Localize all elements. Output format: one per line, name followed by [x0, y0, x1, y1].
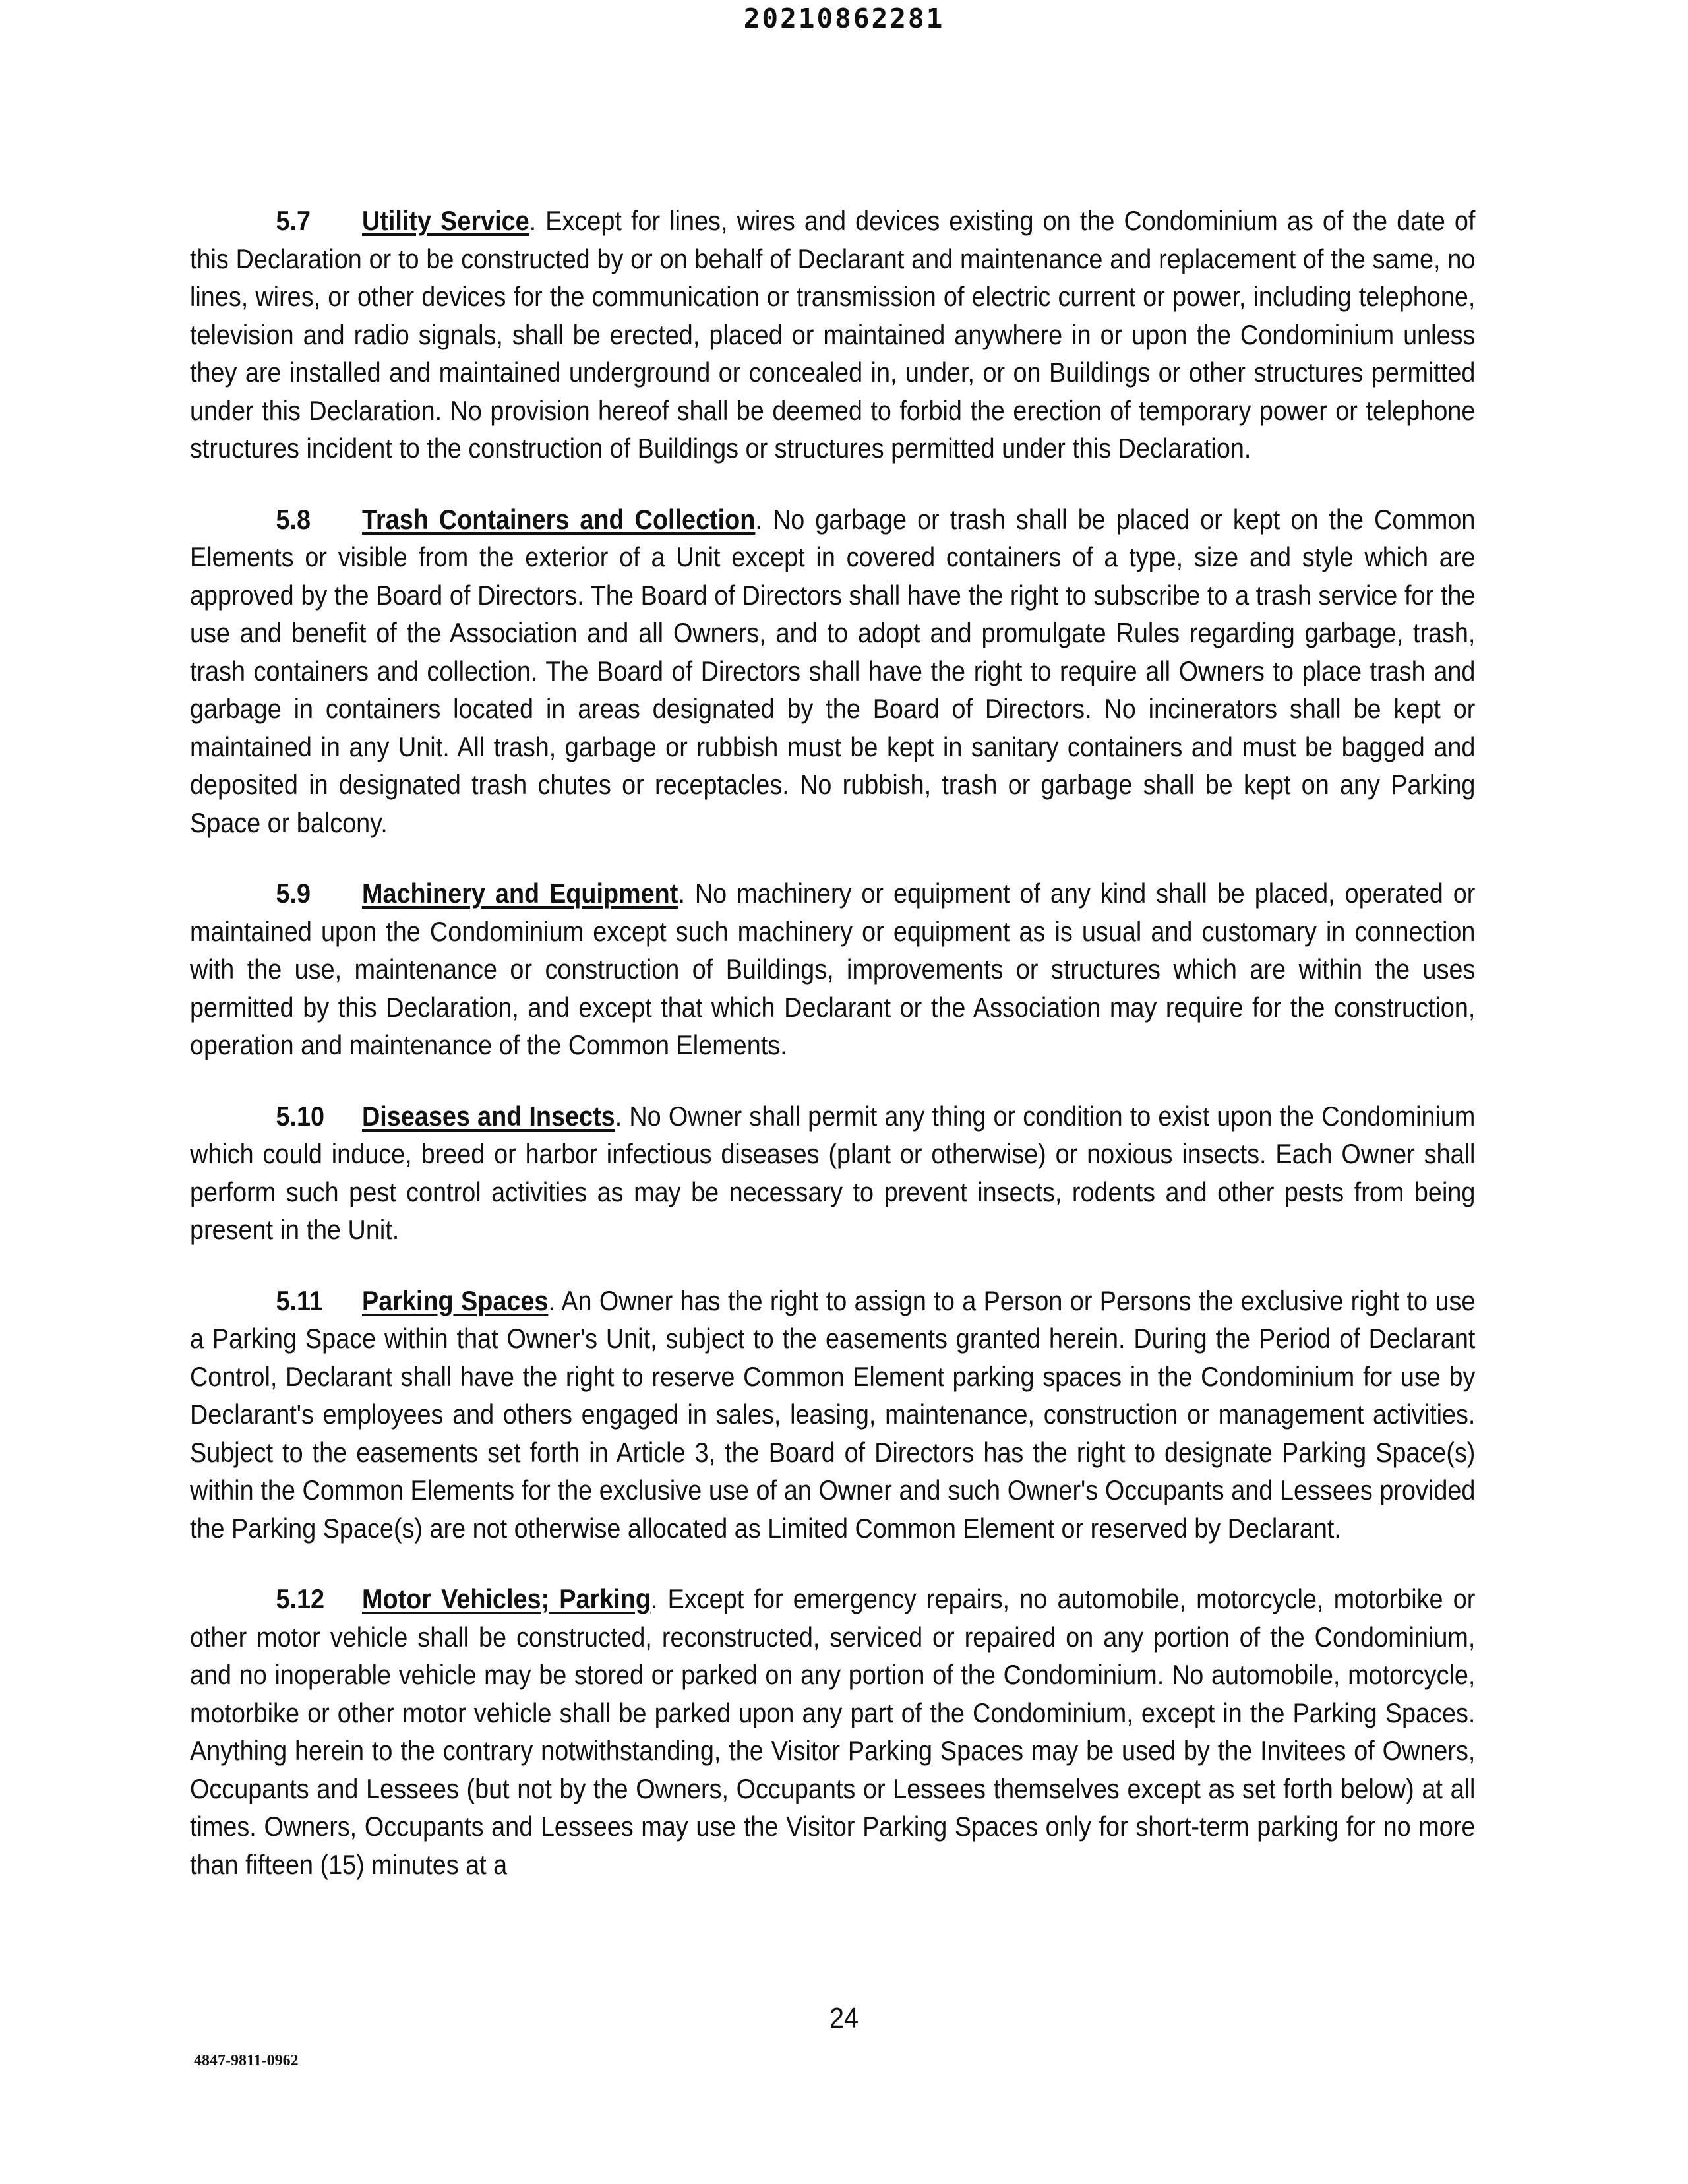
section-number: 5.9	[276, 878, 311, 909]
section-text: An Owner has the right to assign to a Person or Persons the exclusive right to use a Parking Space within that Owner's Unit, subject to the easements granted herein. During the Period of Declarant Control, Declarant shall have the right to reserve Common Element parking spaces in the Condominium for use by Declarant's employees and others engaged in sales, leasing, maintenance, construction or management activities. Subject to the easements set forth in Article 3, the Board of Directors has the right to designate Parking Space(s) within the Common Elements for the exclusive use of an Owner and such Owner's Occupants and Lessees provided the Parking Space(s) are not otherwise allocated as Limited Common Element or reserved by Declarant.	[190, 1285, 1476, 1544]
section-number: 5.7	[276, 205, 311, 236]
section-number: 5.11	[276, 1285, 323, 1316]
section-heading: Utility Service	[362, 205, 529, 236]
section-5-7: 5.7 Utility Service. Except for lines, wires and devices existing on the Condominium as of the date of this Declaration or to be constructed by or on behalf of Declarant and maintenance and replacement of the same, no lines, wires, or other devices for the communication or transmission of electric current or power, including telephone, television and radio signals, shall be erected, placed or maintained anywhere in or upon the Condominium unless they are installed and maintained underground or concealed in, under, or on Buildings or other structures permitted under this Declaration. No provision hereof shall be deemed to forbid the erection of temporary power or telephone structures incident to the construction of Buildings or structures permitted under this Declaration.	[190, 202, 1475, 468]
document-body	[190, 202, 1476, 1916]
section-5-10: 5.10 Diseases and Insects. No Owner shall permit any thing or condition to exist upon the Condominium which could induce, breed or harbor infectious diseases (plant or otherwise) or noxious insects. Each Owner shall perform such pest control activities as may be necessary to prevent insects, rodents and other pests from being present in the Unit.	[190, 1097, 1475, 1249]
recording-number: 20210862281	[743, 3, 945, 34]
section-text: No garbage or trash shall be placed or kept on the Common Elements or visible from the exterior of a Unit except in covered containers of a type, size and style which are approved by the Board of Directors. The Board of Directors shall have the right to subscribe to a trash service for the use and benefit of the Association and all Owners, and to adopt and promulgate Rules regarding garbage, trash, trash containers and collection. The Board of Directors shall have the right to require all Owners to place trash and garbage in containers located in areas designated by the Board of Directors. No incinerators shall be kept or maintained in any Unit. All trash, garbage or rubbish must be kept in sanitary containers and must be bagged and deposited in designated trash chutes or receptacles. No rubbish, trash or garbage shall be kept on any Parking Space or balcony.	[190, 503, 1476, 838]
section-5-8: 5.8 Trash Containers and Collection. No garbage or trash shall be placed or kept on the Common Elements or visible from the exterior of a Unit except in covered containers of a type, size and style which are approved by the Board of Directors. The Board of Directors shall have the right to subscribe to a trash service for the use and benefit of the Association and all Owners, and to adopt and promulgate Rules regarding garbage, trash, trash containers and collection. The Board of Directors shall have the right to require all Owners to place trash and garbage in containers located in areas designated by the Board of Directors. No incinerators shall be kept or maintained in any Unit. All trash, garbage or rubbish must be kept in sanitary containers and must be bagged and deposited in designated trash chutes or receptacles. No rubbish, trash or garbage shall be kept on any Parking Space or balcony.	[190, 501, 1475, 842]
section-heading: Parking Spaces	[362, 1285, 549, 1316]
section-5-12: 5.12 Motor Vehicles; Parking. Except for emergency repairs, no automobile, motorcycle, motorbike or other motor vehicle shall be constructed, reconstructed, serviced or repaired on any portion of the Condominium, and no inoperable vehicle may be stored or parked on any portion of the Condominium. No automobile, motorcycle, motorbike or other motor vehicle shall be parked upon any part of the Condominium, except in the Parking Spaces. Anything herein to the contrary notwithstanding, the Visitor Parking Spaces may be used by the Invitees of Owners, Occupants and Lessees (but not by the Owners, Occupants or Lessees themselves except as set forth below) at all times. Owners, Occupants and Lessees may use the Visitor Parking Spaces only for short-term parking for no more than fifteen (15) minutes at a	[190, 1580, 1475, 1883]
section-5-9: 5.9 Machinery and Equipment. No machinery or equipment of any kind shall be placed, operated or maintained upon the Condominium except such machinery or equipment as is usual and customary in connection with the use, maintenance or construction of Buildings, improvements or structures which are within the uses permitted by this Declaration, and except that which Declarant or the Association may require for the construction, operation and maintenance of the Common Elements.	[190, 874, 1475, 1064]
section-number: 5.8	[276, 503, 311, 535]
section-number: 5.12	[276, 1583, 325, 1614]
section-text: No Owner shall permit any thing or condition to exist upon the Condominium which could induce, breed or harbor infectious diseases (plant or otherwise) or noxious insects. Each Owner shall perform such pest control activities as may be necessary to prevent insects, rodents and other pests from being present in the Unit.	[190, 1100, 1476, 1245]
document-id: 4847-9811-0962	[194, 2052, 299, 2069]
section-heading: Motor Vehicles; Parking	[362, 1583, 651, 1614]
section-text: No machinery or equipment of any kind shall be placed, operated or maintained upon the Condominium except such machinery or equipment as is usual and customary in connection with the use, maintenance or construction of Buildings, improvements or structures which are within the uses permitted by this Declaration, and except that which Declarant or the Association may require for the construction, operation and maintenance of the Common Elements.	[190, 878, 1476, 1060]
section-text: Except for lines, wires and devices existing on the Condominium as of the date of this Declaration or to be constructed by or on behalf of Declarant and maintenance and replacement of the same, no lines, wires, or other devices for the communication or transmission of electric current or power, including telephone, television and radio signals, shall be erected, placed or maintained anywhere in or upon the Condominium unless they are installed and maintained underground or concealed in, under, or on Buildings or other structures permitted under this Declaration. No provision hereof shall be deemed to forbid the erection of temporary power or telephone structures incident to the construction of Buildings or structures permitted under this Declaration.	[190, 205, 1476, 464]
section-text: Except for emergency repairs, no automobile, motorcycle, motorbike or other motor vehicle shall be constructed, reconstructed, serviced or repaired on any portion of the Condominium, and no inoperable vehicle may be stored or parked on any portion of the Condominium. No automobile, motorcycle, motorbike or other motor vehicle shall be parked upon any part of the Condominium, except in the Parking Spaces. Anything herein to the contrary notwithstanding, the Visitor Parking Spaces may be used by the Invitees of Owners, Occupants and Lessees (but not by the Owners, Occupants or Lessees themselves except as set forth below) at all times. Owners, Occupants and Lessees may use the Visitor Parking Spaces only for short-term parking for no more than fifteen (15) minutes at a	[190, 1583, 1476, 1880]
section-heading: Machinery and Equipment	[362, 878, 678, 909]
section-5-11: 5.11 Parking Spaces. An Owner has the right to assign to a Person or Persons the exclusive right to use a Parking Space within that Owner's Unit, subject to the easements granted herein. During the Period of Declarant Control, Declarant shall have the right to reserve Common Element parking spaces in the Condominium for use by Declarant's employees and others engaged in sales, leasing, maintenance, construction or management activities. Subject to the easements set forth in Article 3, the Board of Directors has the right to designate Parking Space(s) within the Common Elements for the exclusive use of an Owner and such Owner's Occupants and Lessees provided the Parking Space(s) are not otherwise allocated as Limited Common Element or reserved by Declarant.	[190, 1282, 1475, 1548]
page-number: 24	[829, 2002, 859, 2034]
section-number: 5.10	[276, 1100, 325, 1132]
section-heading: Trash Containers and Collection	[362, 503, 756, 535]
section-heading: Diseases and Insects	[362, 1100, 615, 1132]
